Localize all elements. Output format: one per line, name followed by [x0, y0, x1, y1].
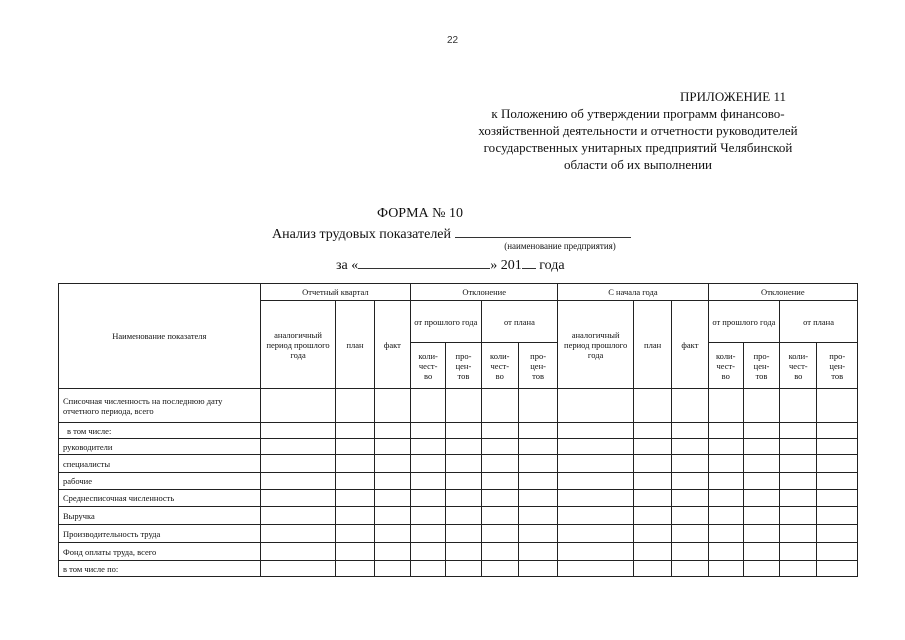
table-cell[interactable]	[708, 455, 743, 473]
table-cell[interactable]	[481, 543, 518, 561]
table-cell[interactable]	[411, 543, 446, 561]
table-cell[interactable]	[374, 543, 410, 561]
enterprise-blank	[455, 225, 631, 238]
table-cell[interactable]	[743, 423, 779, 439]
table-cell[interactable]	[633, 525, 671, 543]
quantity-header: коли- чест- во	[780, 343, 817, 389]
table-cell[interactable]	[708, 507, 743, 525]
table-cell[interactable]	[336, 543, 374, 561]
table-cell[interactable]	[481, 439, 518, 455]
table-cell[interactable]	[672, 473, 708, 490]
table-cell[interactable]	[672, 561, 708, 577]
quantity-header: коли- чест- во	[411, 343, 446, 389]
table-cell[interactable]	[817, 389, 858, 423]
table-row	[59, 507, 858, 525]
table-cell[interactable]	[672, 490, 708, 507]
table-cell[interactable]	[780, 543, 817, 561]
table-cell[interactable]	[817, 525, 858, 543]
table-cell[interactable]	[708, 525, 743, 543]
table-row	[59, 543, 858, 561]
table-cell[interactable]	[817, 543, 858, 561]
from-last-year-header-ytd: от прошлого года	[708, 301, 780, 343]
table-cell[interactable]	[374, 455, 410, 473]
table-cell[interactable]	[672, 455, 708, 473]
analysis-label: Анализ трудовых показателей	[272, 227, 452, 242]
table-cell[interactable]	[411, 455, 446, 473]
table-cell[interactable]	[336, 525, 374, 543]
table-cell[interactable]	[780, 473, 817, 490]
table-cell[interactable]	[481, 389, 518, 423]
table-cell[interactable]	[743, 473, 779, 490]
table-cell[interactable]	[446, 543, 481, 561]
appendix-block	[430, 88, 846, 173]
table-row	[59, 490, 858, 507]
table-cell[interactable]	[558, 543, 634, 561]
form-title: ФОРМА № 10	[376, 206, 464, 221]
analog-period-header: аналогичный период прошлого года	[260, 301, 336, 389]
table-cell[interactable]	[817, 561, 858, 577]
table-cell[interactable]	[411, 507, 446, 525]
fact-header: факт	[374, 301, 410, 389]
row-label: Производительность труда	[59, 525, 261, 543]
table-cell[interactable]	[672, 543, 708, 561]
table-cell[interactable]	[780, 507, 817, 525]
table-cell[interactable]	[780, 389, 817, 423]
table-cell[interactable]	[708, 543, 743, 561]
table-cell[interactable]	[336, 389, 374, 423]
table-cell[interactable]	[260, 473, 336, 490]
table-cell[interactable]	[411, 473, 446, 490]
plan-header-ytd: план	[633, 301, 671, 389]
row-label: Списочная численность на последнюю дату отчетного периода, всего	[59, 389, 261, 423]
plan-header: план	[336, 301, 374, 389]
period-suffix: года	[539, 258, 565, 273]
table-cell[interactable]	[518, 423, 557, 439]
table-cell[interactable]	[374, 525, 410, 543]
table-cell[interactable]	[518, 439, 557, 455]
table-cell[interactable]	[672, 389, 708, 423]
table-cell[interactable]	[260, 439, 336, 455]
table-cell[interactable]	[336, 423, 374, 439]
percent-header: про- цен- тов	[817, 343, 858, 389]
table-cell[interactable]	[446, 525, 481, 543]
table-cell[interactable]	[518, 561, 557, 577]
table-row	[59, 561, 858, 577]
quantity-header: коли- чест- во	[708, 343, 743, 389]
appendix-line: области об их выполнении	[563, 157, 713, 172]
table-cell[interactable]	[743, 439, 779, 455]
table-cell[interactable]	[780, 490, 817, 507]
name-header: Наименование показателя	[59, 284, 261, 389]
quantity-header: коли- чест- во	[481, 343, 518, 389]
table-cell[interactable]	[518, 490, 557, 507]
table-row	[59, 473, 858, 490]
table-cell[interactable]	[374, 561, 410, 577]
table-cell[interactable]	[481, 423, 518, 439]
table-cell[interactable]	[708, 473, 743, 490]
quarter-header: Отчетный квартал	[260, 284, 410, 301]
table-cell[interactable]	[558, 490, 634, 507]
period-mid: » 201	[490, 258, 522, 273]
table-cell[interactable]	[633, 423, 671, 439]
table-cell[interactable]	[743, 455, 779, 473]
row-label: Среднесписочная численность	[59, 490, 261, 507]
table-cell[interactable]	[672, 423, 708, 439]
table-cell[interactable]	[481, 507, 518, 525]
table-cell[interactable]	[374, 473, 410, 490]
analog-period-header-ytd: аналогичный период прошлого года	[558, 301, 634, 389]
table-cell[interactable]	[411, 490, 446, 507]
table-cell[interactable]	[518, 473, 557, 490]
table-cell[interactable]	[672, 439, 708, 455]
table-cell[interactable]	[336, 490, 374, 507]
table-cell[interactable]	[411, 525, 446, 543]
from-last-year-header: от прошлого года	[411, 301, 482, 343]
table-cell[interactable]	[374, 507, 410, 525]
table-cell[interactable]	[817, 439, 858, 455]
table-cell[interactable]	[260, 490, 336, 507]
table-row	[59, 389, 858, 423]
table-cell[interactable]	[518, 525, 557, 543]
page-number: 22	[446, 35, 459, 46]
table-cell[interactable]	[411, 561, 446, 577]
table-cell[interactable]	[708, 561, 743, 577]
table-cell[interactable]	[708, 439, 743, 455]
table-cell[interactable]	[260, 543, 336, 561]
row-label: Выручка	[59, 507, 261, 525]
appendix-title: ПРИЛОЖЕНИЕ 11	[680, 89, 786, 104]
appendix-line: хозяйственной деятельности и отчетности руководителей	[478, 123, 798, 138]
row-label: рабочие	[59, 473, 261, 490]
table-cell[interactable]	[481, 490, 518, 507]
table-cell[interactable]	[446, 561, 481, 577]
table-cell[interactable]	[558, 389, 634, 423]
table-cell[interactable]	[374, 490, 410, 507]
table-cell[interactable]	[558, 507, 634, 525]
table-cell[interactable]	[558, 525, 634, 543]
table-cell[interactable]	[260, 561, 336, 577]
deviation-header: Отклонение	[411, 284, 558, 301]
table-cell[interactable]	[374, 389, 410, 423]
table-cell[interactable]	[518, 455, 557, 473]
table-cell[interactable]	[633, 389, 671, 423]
table-cell[interactable]	[780, 423, 817, 439]
table-cell[interactable]	[260, 507, 336, 525]
table-cell[interactable]	[780, 439, 817, 455]
table-cell[interactable]	[558, 423, 634, 439]
labor-indicators-table	[58, 283, 858, 577]
table-cell[interactable]	[411, 389, 446, 423]
table-cell[interactable]	[780, 525, 817, 543]
table-cell[interactable]	[518, 389, 557, 423]
table-cell[interactable]	[374, 439, 410, 455]
table-cell[interactable]	[743, 525, 779, 543]
appendix-line: к Положению об утверждении программ финансово-	[491, 106, 785, 121]
table-cell[interactable]	[558, 439, 634, 455]
table-cell[interactable]	[672, 507, 708, 525]
table-cell[interactable]	[446, 507, 481, 525]
table-row	[59, 439, 858, 455]
table-cell[interactable]	[743, 561, 779, 577]
from-plan-header: от плана	[481, 301, 558, 343]
table-cell[interactable]	[481, 525, 518, 543]
table-row	[59, 455, 858, 473]
table-cell[interactable]	[708, 423, 743, 439]
table-cell[interactable]	[708, 490, 743, 507]
year-blank	[522, 256, 536, 269]
table-cell[interactable]	[446, 490, 481, 507]
table-cell[interactable]	[260, 455, 336, 473]
row-label: специалисты	[59, 455, 261, 473]
table-cell[interactable]	[743, 507, 779, 525]
table-cell[interactable]	[260, 423, 336, 439]
date-blank	[358, 256, 490, 269]
table-cell[interactable]	[446, 473, 481, 490]
table-cell[interactable]	[518, 543, 557, 561]
table-cell[interactable]	[481, 455, 518, 473]
table-cell[interactable]	[260, 389, 336, 423]
table-cell[interactable]	[780, 455, 817, 473]
table-cell[interactable]	[780, 561, 817, 577]
row-label: Фонд оплаты труда, всего	[59, 543, 261, 561]
ytd-header: С начала года	[558, 284, 708, 301]
table-cell[interactable]	[817, 455, 858, 473]
table-cell[interactable]	[446, 439, 481, 455]
table-cell[interactable]	[817, 490, 858, 507]
appendix-line: государственных унитарных предприятий Челябинской	[483, 140, 793, 155]
table-row	[59, 525, 858, 543]
table-cell[interactable]	[633, 473, 671, 490]
table-cell[interactable]	[743, 490, 779, 507]
table-cell[interactable]	[336, 507, 374, 525]
table-cell[interactable]	[446, 423, 481, 439]
table-cell[interactable]	[446, 389, 481, 423]
period-prefix: за «	[336, 258, 359, 273]
table-cell[interactable]	[633, 490, 671, 507]
table-cell[interactable]	[633, 543, 671, 561]
table-cell[interactable]	[817, 507, 858, 525]
table-cell[interactable]	[374, 423, 410, 439]
table-cell[interactable]	[558, 561, 634, 577]
table-cell[interactable]	[817, 423, 858, 439]
table-cell[interactable]	[446, 455, 481, 473]
table-cell[interactable]	[411, 423, 446, 439]
enterprise-note: (наименование предприятия)	[504, 241, 616, 251]
row-label: в том числе:	[59, 423, 261, 439]
table-cell[interactable]	[633, 507, 671, 525]
table-cell[interactable]	[481, 561, 518, 577]
fact-header-ytd: факт	[672, 301, 708, 389]
table-cell[interactable]	[672, 525, 708, 543]
table-cell[interactable]	[708, 389, 743, 423]
table-cell[interactable]	[817, 473, 858, 490]
table-cell[interactable]	[336, 439, 374, 455]
table-cell[interactable]	[411, 439, 446, 455]
table-cell[interactable]	[743, 389, 779, 423]
table-cell[interactable]	[336, 473, 374, 490]
period-line	[336, 256, 565, 274]
deviation-header-ytd: Отклонение	[708, 284, 857, 301]
percent-header: про- цен- тов	[446, 343, 481, 389]
table-row	[59, 423, 858, 439]
table-cell[interactable]	[558, 455, 634, 473]
percent-header: про- цен- тов	[743, 343, 779, 389]
table-cell[interactable]	[633, 455, 671, 473]
table-cell[interactable]	[260, 525, 336, 543]
from-plan-header-ytd: от плана	[780, 301, 858, 343]
row-label: руководители	[59, 439, 261, 455]
table-cell[interactable]	[481, 473, 518, 490]
table-cell[interactable]	[633, 439, 671, 455]
table-body	[59, 389, 858, 577]
table-cell[interactable]	[518, 507, 557, 525]
table-cell[interactable]	[336, 561, 374, 577]
table-cell[interactable]	[336, 455, 374, 473]
percent-header: про- цен- тов	[518, 343, 557, 389]
table-cell[interactable]	[633, 561, 671, 577]
table-cell[interactable]	[743, 543, 779, 561]
table-cell[interactable]	[558, 473, 634, 490]
row-label: в том числе по:	[59, 561, 261, 577]
